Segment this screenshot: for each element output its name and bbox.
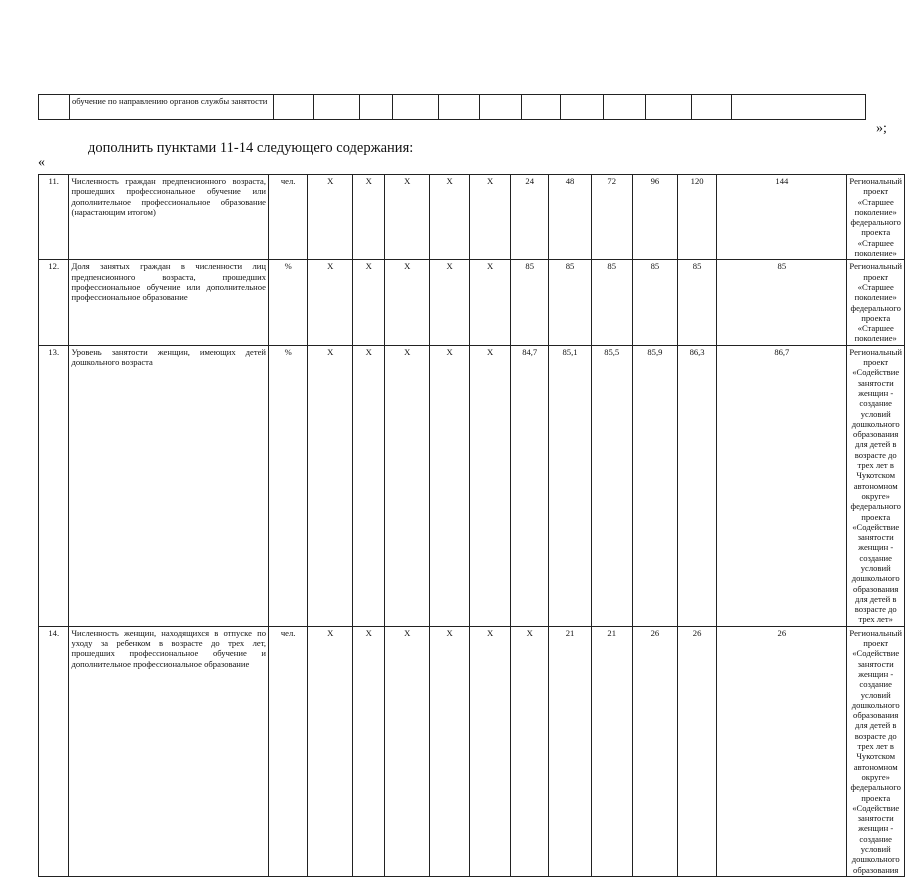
cell-number: 14. xyxy=(39,626,69,876)
cell-value: 96 xyxy=(632,175,677,260)
closing-quote: »; xyxy=(876,121,887,136)
cell-value: Х xyxy=(308,260,353,345)
cell-value: Х xyxy=(470,345,511,626)
table-row xyxy=(39,260,905,345)
cell-value: Х xyxy=(385,260,430,345)
opening-quote: « xyxy=(38,155,45,170)
cell-value: 144 xyxy=(717,175,847,260)
cell-value: Х xyxy=(511,626,549,876)
cell-unit: % xyxy=(269,260,308,345)
table-row xyxy=(39,345,905,626)
cell-value: 84,7 xyxy=(511,345,549,626)
table-row xyxy=(39,175,905,260)
cell-value: 85 xyxy=(511,260,549,345)
cell-source: Региональный проект «Содействие занятости женщин - создание условий дошкольного образования для детей в возрасте до трех лет в Чукотском автономном округе» федерального проекта «Содействие занятости женщин - создание условий дошкольного образования для детей в возрасте до трех лет» xyxy=(847,345,905,626)
cell-value: Х xyxy=(353,345,385,626)
table-row xyxy=(39,95,866,120)
cell-source: Региональный проект «Старшее поколение» федерального проекта «Старшее поколение» xyxy=(847,260,905,345)
cell-value: Х xyxy=(385,175,430,260)
cell-value: Х xyxy=(470,175,511,260)
cell-indicator: обучение по направлению органов службы занятости xyxy=(70,95,274,120)
cell-value: Х xyxy=(430,260,470,345)
cell-indicator: Численность женщин, находящихся в отпуске по уходу за ребенком в возрасте до трех лет, прошедших профессиональное обучение и дополнительное профессиональное образование xyxy=(69,626,269,876)
cell-value: Х xyxy=(430,626,470,876)
cell-indicator: Уровень занятости женщин, имеющих детей дошкольного возраста xyxy=(69,345,269,626)
cell-value: 85 xyxy=(549,260,591,345)
previous-table-fragment xyxy=(38,94,866,120)
cell-value: 85 xyxy=(677,260,716,345)
cell-source: Региональный проект «Старшее поколение» федерального проекта «Старшее поколение» xyxy=(847,175,905,260)
cell-value: 85 xyxy=(717,260,847,345)
cell-unit: чел. xyxy=(269,175,308,260)
indicators-table xyxy=(38,174,905,877)
cell-value: Х xyxy=(470,626,511,876)
cell-value: 86,7 xyxy=(717,345,847,626)
cell-source: Региональный проект «Содействие занятости женщин - создание условий дошкольного образования для детей в возрасте до трех лет в Чукотском автономном округе» федерального проекта «Содействие занятости женщин - создание условий дошкольного образования xyxy=(847,626,905,876)
cell-value: 26 xyxy=(632,626,677,876)
cell-value: Х xyxy=(430,175,470,260)
cell-number: 13. xyxy=(39,345,69,626)
cell-value: 21 xyxy=(591,626,632,876)
cell-indicator: Численность граждан предпенсионного возраста, прошедших профессиональное обучение или дополнительное профессиональное образование (нарастающим итогом) xyxy=(69,175,269,260)
cell-value: 85,9 xyxy=(632,345,677,626)
cell-value: 85,1 xyxy=(549,345,591,626)
cell-value: Х xyxy=(470,260,511,345)
cell-value: Х xyxy=(308,626,353,876)
cell-value: Х xyxy=(353,260,385,345)
cell-value: 48 xyxy=(549,175,591,260)
cell-unit: чел. xyxy=(269,626,308,876)
cell-value: 21 xyxy=(549,626,591,876)
cell-number: 11. xyxy=(39,175,69,260)
cell-unit: % xyxy=(269,345,308,626)
cell-value: Х xyxy=(353,175,385,260)
cell-value: 85 xyxy=(591,260,632,345)
cell-value: Х xyxy=(385,345,430,626)
cell-value: Х xyxy=(430,345,470,626)
cell-number xyxy=(39,95,70,120)
cell-value: 86,3 xyxy=(677,345,716,626)
cell-value: Х xyxy=(308,345,353,626)
cell-value: 26 xyxy=(677,626,716,876)
cell-value: 120 xyxy=(677,175,716,260)
table-row xyxy=(39,626,905,876)
amendment-instruction: дополнить пунктами 11-14 следующего содержания: xyxy=(88,140,414,156)
cell-value: 72 xyxy=(591,175,632,260)
cell-number: 12. xyxy=(39,260,69,345)
cell-indicator: Доля занятых граждан в численности лиц предпенсионного возраста, прошедших профессиональное обучение или дополнительное профессиональное образование xyxy=(69,260,269,345)
cell-value: Х xyxy=(385,626,430,876)
cell-value: Х xyxy=(353,626,385,876)
cell-value: 26 xyxy=(717,626,847,876)
cell-value: Х xyxy=(308,175,353,260)
cell-value: 24 xyxy=(511,175,549,260)
cell-value: 85 xyxy=(632,260,677,345)
cell-value: 85,5 xyxy=(591,345,632,626)
